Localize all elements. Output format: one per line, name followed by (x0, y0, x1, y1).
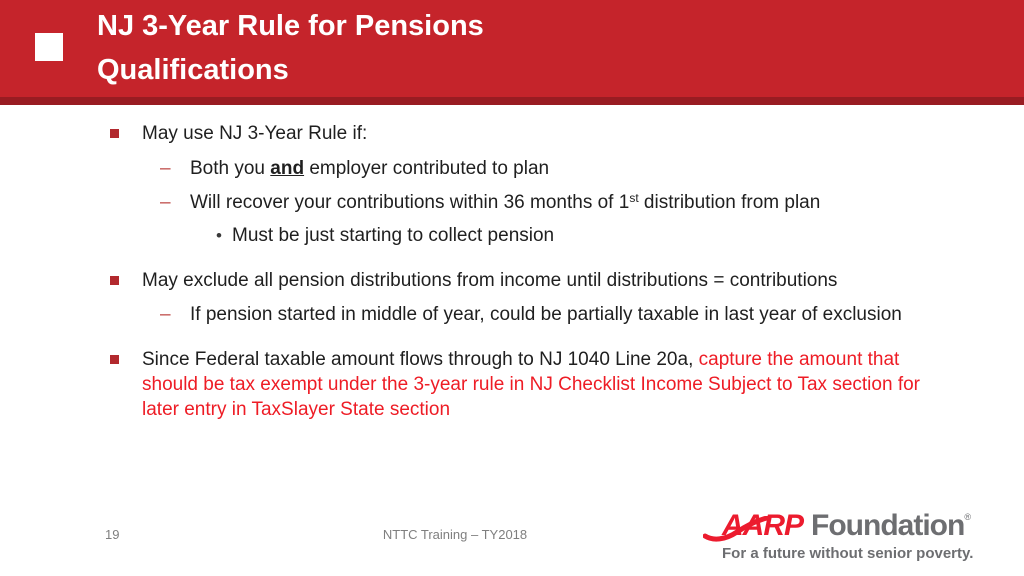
aarp-text: AARP (722, 509, 804, 542)
ordinal-superscript: st (629, 191, 639, 205)
sub-item-text (190, 190, 820, 217)
slide-title (97, 4, 484, 92)
dash-bullet-icon: – (160, 304, 171, 325)
text-before-emphasis: Both you (190, 158, 271, 179)
sub-sub-item-1-2-1 (216, 223, 554, 248)
aarp-foundation-logo (722, 509, 1012, 562)
sub-item-text (190, 156, 549, 181)
training-label: NTTC Training – TY2018 (382, 527, 528, 542)
slide-title-line1: NJ 3-Year Rule for Pensions (97, 10, 484, 42)
bullet-item-3 (110, 347, 942, 422)
sub-item-text: If pension started in middle of year, could be partially taxable in last year of exclusion (190, 304, 902, 325)
dot-bullet-icon: • (216, 226, 222, 245)
bullet-item-2 (110, 268, 837, 293)
text-before-superscript: Will recover your contributions within 36 months of 1 (190, 192, 630, 213)
aarp-wordmark (722, 509, 803, 543)
emphasized-and: and (270, 158, 305, 179)
sub-sub-item-text: Must be just starting to collect pension (232, 225, 555, 246)
dash-bullet-icon: – (160, 192, 171, 213)
square-bullet-icon (110, 355, 119, 364)
slide-header (0, 0, 1024, 97)
header-square-icon (35, 33, 63, 61)
foundation-wordmark: Foundation (811, 509, 965, 542)
text-after-emphasis: employer contributed to plan (304, 158, 550, 179)
text-after-superscript: distribution from plan (638, 192, 821, 213)
sub-item-2-1 (160, 302, 902, 327)
square-bullet-icon (110, 276, 119, 285)
red-highlight-text: capture the amount that should be tax exempt under the 3-year rule in NJ Checklist Income Subject to Tax section for later entry in TaxSlayer State section (142, 349, 920, 420)
square-bullet-icon (110, 129, 119, 138)
bullet-text: May exclude all pension distributions from income until distributions = contributions (142, 270, 838, 291)
slide-number: 19 (105, 527, 120, 542)
logo-tagline: For a future without senior poverty. (722, 545, 974, 562)
bullet-text (142, 347, 942, 422)
bullet-text: May use NJ 3-Year Rule if: (142, 123, 368, 144)
normal-text: Since Federal taxable amount flows through to NJ 1040 Line 20a, (142, 349, 699, 370)
aarp-swoosh-icon (703, 516, 773, 542)
sub-item-1-2 (160, 190, 820, 217)
bullet-item-1 (110, 121, 367, 146)
logo-brand-row (722, 509, 1012, 543)
registered-trademark-icon: ® (964, 512, 971, 522)
sub-item-1-1 (160, 156, 549, 181)
dash-bullet-icon: – (160, 158, 171, 179)
slide-title-line2: Qualifications (97, 54, 289, 86)
header-stripe (0, 97, 1024, 105)
